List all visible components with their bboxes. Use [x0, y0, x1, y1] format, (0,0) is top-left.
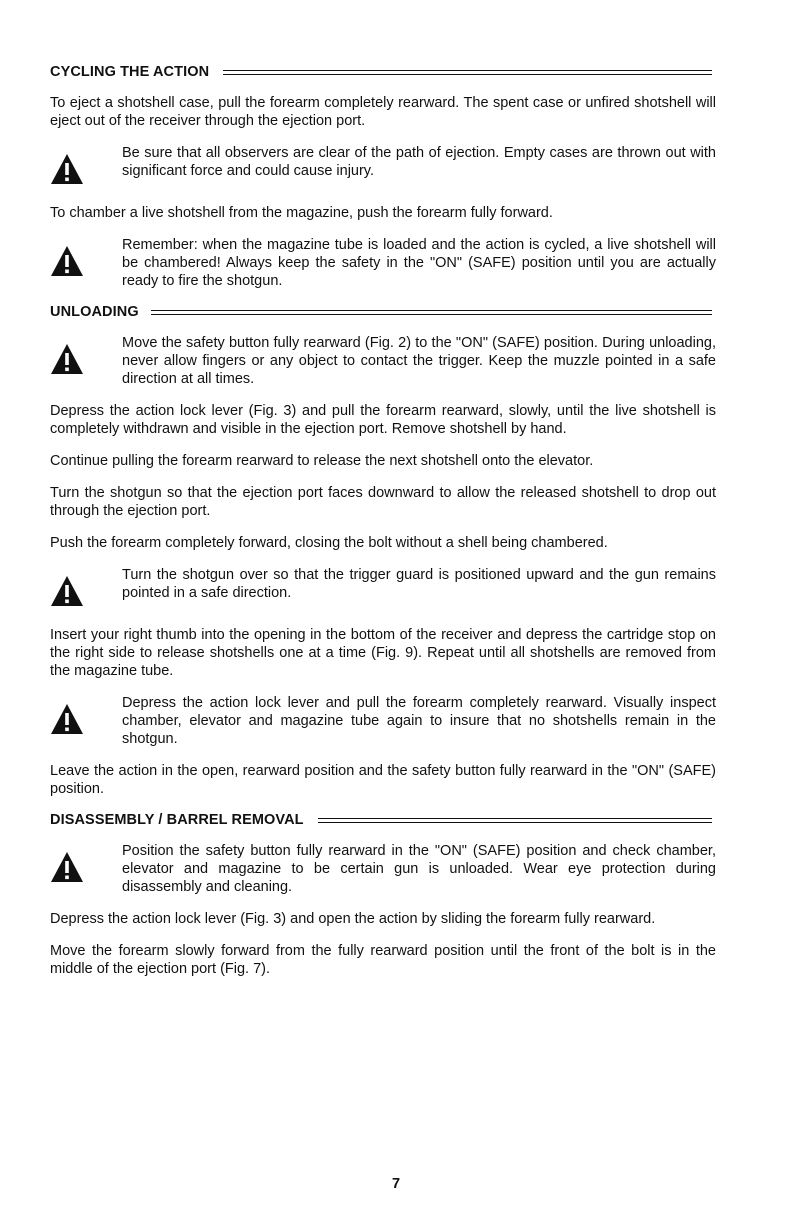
manual-page	[50, 64, 716, 992]
warning-triangle-icon	[50, 144, 122, 190]
warning-triangle-icon	[50, 236, 122, 282]
paragraph: To chamber a live shotshell from the magazine, push the forearm fully forward.	[50, 205, 553, 221]
paragraph: Leave the action in the open, rearward position and the safety button fully rearward in the "ON" (SAFE) position.	[50, 763, 716, 797]
warning-text: Move the safety button fully rearward (Fig. 2) to the "ON" (SAFE) position. During unloading, never allow fingers or any object to contact the trigger. Keep the muzzle pointed in a safe direction at all times.	[122, 335, 716, 387]
section-header-cycling	[50, 64, 716, 80]
paragraph: Depress the action lock lever (Fig. 3) and pull the forearm rearward, slowly, until the live shotshell is completely withdrawn and visible in the ejection port. Remove shotshell by hand.	[50, 403, 716, 437]
paragraph: Push the forearm completely forward, closing the bolt without a shell being chambered.	[50, 535, 608, 551]
warning-block	[50, 694, 716, 748]
section-heading: CYCLING THE ACTION	[50, 64, 210, 80]
warning-block	[50, 566, 716, 612]
warning-text: Remember: when the magazine tube is loaded and the action is cycled, a live shotshell will be chambered! Always keep the safety in the "ON" (SAFE) position until you are actually ready to fire the shotgun.	[122, 237, 716, 289]
warning-triangle-icon	[50, 694, 122, 740]
warning-block	[50, 334, 716, 388]
warning-triangle-icon	[50, 566, 122, 612]
heading-rule	[223, 70, 712, 75]
heading-rule	[318, 818, 712, 823]
paragraph: Move the forearm slowly forward from the fully rearward position until the front of the bolt is in the middle of the ejection port (Fig. 7).	[50, 943, 716, 977]
warning-text: Depress the action lock lever and pull the forearm completely rearward. Visually inspect chamber, elevator and magazine tube again to insure that no shotshells remain in the shotgun.	[122, 695, 716, 747]
warning-triangle-icon	[50, 334, 122, 380]
section-heading: UNLOADING	[50, 304, 139, 320]
section-header-disassembly	[50, 812, 716, 828]
paragraph: Turn the shotgun so that the ejection port faces downward to allow the released shotshell to drop out through the ejection port.	[50, 485, 716, 519]
warning-block	[50, 842, 716, 896]
warning-text: Turn the shotgun over so that the trigger guard is positioned upward and the gun remains pointed in a safe direction.	[122, 567, 716, 601]
paragraph: Continue pulling the forearm rearward to release the next shotshell onto the elevator.	[50, 453, 594, 469]
section-heading: DISASSEMBLY / BARREL REMOVAL	[50, 812, 304, 828]
warning-block	[50, 144, 716, 190]
paragraph: Depress the action lock lever (Fig. 3) and open the action by sliding the forearm fully rearward.	[50, 911, 656, 927]
warning-text: Position the safety button fully rearward in the "ON" (SAFE) position and check chamber, elevator and magazine to be certain gun is unloaded. Wear eye protection during disassembly and cleaning.	[122, 843, 716, 895]
page-number: 7	[391, 1176, 401, 1192]
warning-block	[50, 236, 716, 290]
warning-triangle-icon	[50, 842, 122, 888]
heading-rule	[151, 310, 712, 315]
paragraph: To eject a shotshell case, pull the forearm completely rearward. The spent case or unfired shotshell will eject out of the receiver through the ejection port.	[50, 95, 716, 129]
paragraph: Insert your right thumb into the opening in the bottom of the receiver and depress the cartridge stop on the right side to release shotshells one at a time (Fig. 9). Repeat until all shotshells are removed from the magazine tube.	[50, 627, 716, 679]
warning-text: Be sure that all observers are clear of the path of ejection. Empty cases are thrown out with significant force and could cause injury.	[122, 145, 716, 179]
section-header-unloading	[50, 304, 716, 320]
